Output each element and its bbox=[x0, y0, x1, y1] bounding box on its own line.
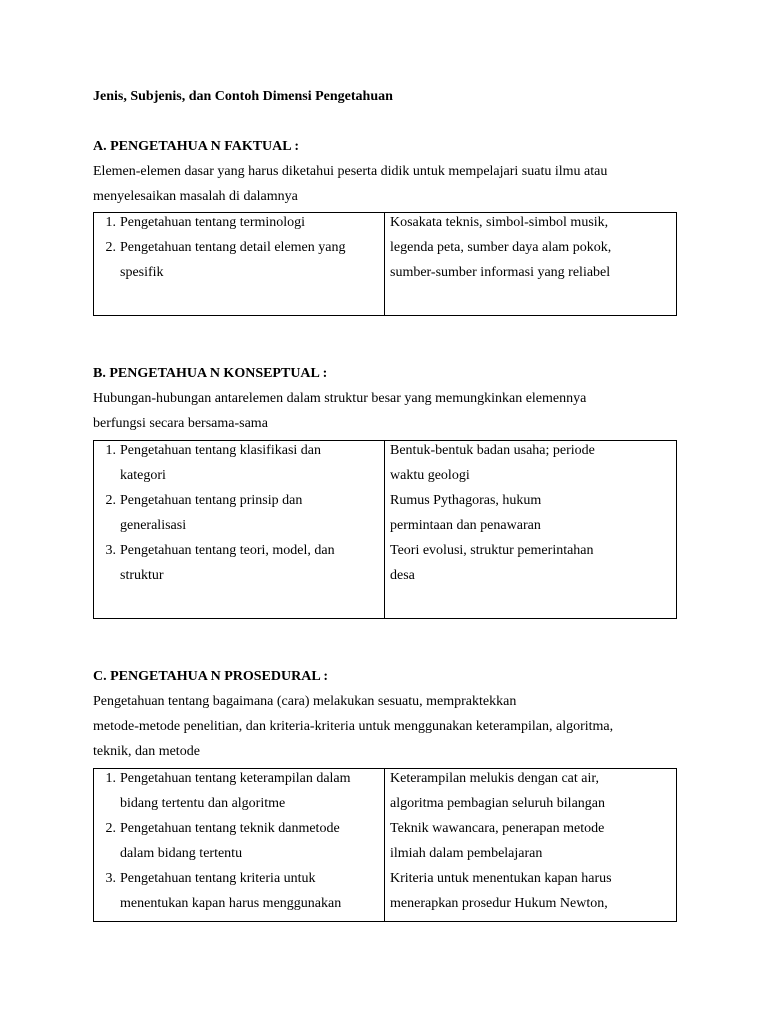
table-divider bbox=[384, 213, 385, 315]
subtype-text: generalisasi bbox=[120, 518, 187, 533]
subtype-text: Pengetahuan tentang prinsip dan bbox=[120, 493, 303, 508]
example-text: Kriteria untuk menentukan kapan harus bbox=[390, 871, 612, 886]
subtype-text: spesifik bbox=[120, 265, 164, 280]
section-a-heading: A. PENGETAHUA N FAKTUAL : bbox=[93, 139, 299, 154]
subtype-text: struktur bbox=[120, 568, 164, 583]
list-number: 1. bbox=[105, 771, 116, 786]
example-text: sumber-sumber informasi yang reliabel bbox=[390, 265, 611, 280]
section-a-table bbox=[93, 212, 677, 316]
example-text: desa bbox=[390, 568, 415, 583]
list-number: 3. bbox=[105, 543, 116, 558]
section-a-desc-line: Elemen-elemen dasar yang harus diketahui peserta didik untuk mempelajari suatu ilmu atau bbox=[93, 164, 608, 179]
subtype-text: Pengetahuan tentang teori, model, dan bbox=[120, 543, 335, 558]
page-title: Jenis, Subjenis, dan Contoh Dimensi Pengetahuan bbox=[93, 89, 393, 104]
subtype-text: Pengetahuan tentang klasifikasi dan bbox=[120, 443, 321, 458]
example-text: Teori evolusi, struktur pemerintahan bbox=[390, 543, 594, 558]
list-number: 3. bbox=[105, 871, 116, 886]
example-text: algoritma pembagian seluruh bilangan bbox=[390, 796, 605, 811]
section-b-desc-line: berfungsi secara bersama-sama bbox=[93, 416, 268, 431]
example-text: Bentuk-bentuk badan usaha; periode bbox=[390, 443, 595, 458]
example-text: permintaan dan penawaran bbox=[390, 518, 541, 533]
section-a-desc-line: menyelesaikan masalah di dalamnya bbox=[93, 189, 298, 204]
list-number: 1. bbox=[105, 443, 116, 458]
list-number: 1. bbox=[105, 215, 116, 230]
table-divider bbox=[384, 441, 385, 618]
subtype-text: Pengetahuan tentang terminologi bbox=[120, 215, 306, 230]
table-divider bbox=[384, 769, 385, 921]
example-text: Keterampilan melukis dengan cat air, bbox=[390, 771, 599, 786]
list-number: 2. bbox=[105, 821, 116, 836]
example-text: Teknik wawancara, penerapan metode bbox=[390, 821, 605, 836]
subtype-text: Pengetahuan tentang teknik danmetode bbox=[120, 821, 340, 836]
example-text: menerapkan prosedur Hukum Newton, bbox=[390, 896, 608, 911]
list-number: 2. bbox=[105, 240, 116, 255]
section-c-desc-line: teknik, dan metode bbox=[93, 744, 200, 759]
subtype-text: kategori bbox=[120, 468, 166, 483]
section-b-heading: B. PENGETAHUA N KONSEPTUAL : bbox=[93, 366, 328, 381]
subtype-text: Pengetahuan tentang detail elemen yang bbox=[120, 240, 346, 255]
section-c-table bbox=[93, 768, 677, 922]
subtype-text: Pengetahuan tentang keterampilan dalam bbox=[120, 771, 351, 786]
subtype-text: Pengetahuan tentang kriteria untuk bbox=[120, 871, 316, 886]
section-b-table bbox=[93, 440, 677, 619]
section-c-heading: C. PENGETAHUA N PROSEDURAL : bbox=[93, 669, 329, 684]
example-text: Rumus Pythagoras, hukum bbox=[390, 493, 542, 508]
section-c-desc-line: metode-metode penelitian, dan kriteria-kriteria untuk menggunakan keterampilan, algoritma, bbox=[93, 719, 614, 734]
subtype-text: dalam bidang tertentu bbox=[120, 846, 243, 861]
example-text: legenda peta, sumber daya alam pokok, bbox=[390, 240, 612, 255]
example-text: ilmiah dalam pembelajaran bbox=[390, 846, 543, 861]
subtype-text: bidang tertentu dan algoritme bbox=[120, 796, 286, 811]
example-text: Kosakata teknis, simbol-simbol musik, bbox=[390, 215, 609, 230]
section-b-desc-line: Hubungan-hubungan antarelemen dalam struktur besar yang memungkinkan elemennya bbox=[93, 391, 587, 406]
section-c-desc-line: Pengetahuan tentang bagaimana (cara) melakukan sesuatu, mempraktekkan bbox=[93, 694, 517, 709]
example-text: waktu geologi bbox=[390, 468, 470, 483]
subtype-text: menentukan kapan harus menggunakan bbox=[120, 896, 342, 911]
list-number: 2. bbox=[105, 493, 116, 508]
